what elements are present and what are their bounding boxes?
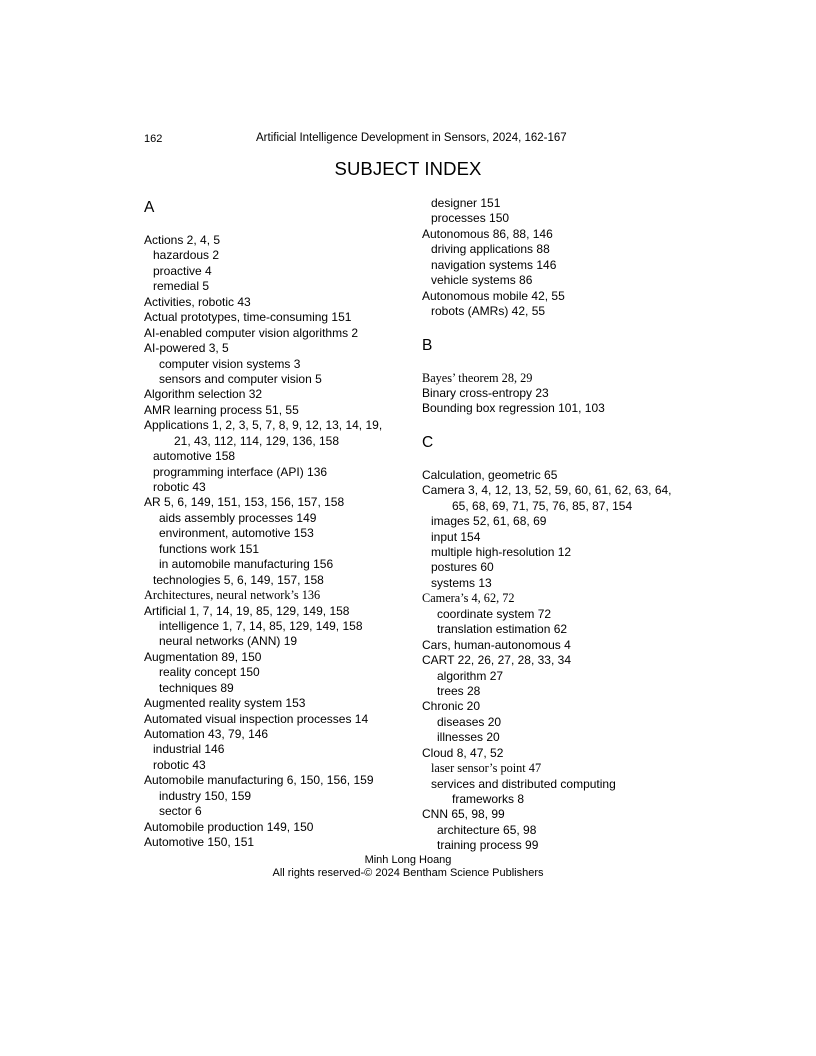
index-subentry: industry 150, 159 (159, 788, 252, 803)
index-entry: Chronic 20 (422, 699, 481, 714)
index-subentry: neural networks (ANN) 19 (159, 634, 298, 649)
section-gap (422, 417, 702, 431)
index-entry: Camera’s 4, 62, 72 (422, 591, 515, 606)
index-subentry: algorithm 27 (437, 668, 504, 683)
index-subentry: automotive 158 (153, 449, 236, 464)
index-subentry: 21, 43, 112, 114, 129, 136, 158 (174, 433, 340, 448)
index-entry: Automobile production 149, 150 (144, 819, 314, 834)
index-entry: Augmented reality system 153 (144, 696, 306, 711)
section-gap (422, 320, 702, 334)
index-entry: Actions 2, 4, 5 (144, 233, 221, 247)
index-subentry: proactive 4 (153, 263, 212, 278)
index-subentry: navigation systems 146 (431, 257, 557, 272)
index-column-left (144, 196, 404, 851)
index-entry: Activities, robotic 43 (144, 294, 251, 309)
index-entry: Automobile manufacturing 6, 150, 156, 159 (144, 773, 374, 788)
index-entry: Architectures, neural network’s 136 (144, 588, 321, 603)
index-entry: Augmentation 89, 150 (144, 649, 262, 664)
index-subentry: programming interface (API) 136 (153, 464, 328, 479)
index-entry: CNN 65, 98, 99 (422, 807, 505, 822)
index-subentry: in automobile manufacturing 156 (159, 557, 334, 572)
index-subentry: services and distributed computing (431, 776, 616, 791)
index-column-right (422, 196, 702, 854)
index-entry: Autonomous 86, 88, 146 (422, 226, 553, 241)
index-entry: Camera 3, 4, 12, 13, 52, 59, 60, 61, 62, 63, 64, (422, 483, 672, 498)
footer-author: Minh Long Hoang (364, 854, 452, 866)
index-subentry: technologies 5, 6, 149, 157, 158 (153, 572, 324, 587)
page-title: SUBJECT INDEX (334, 158, 482, 179)
index-entry: AMR learning process 51, 55 (144, 402, 299, 417)
index-subentry: images 52, 61, 68, 69 (431, 514, 547, 529)
index-subentry: systems 13 (431, 575, 492, 590)
index-subentry: remedial 5 (153, 279, 210, 294)
index-subentry: laser sensor’s point 47 (431, 761, 542, 776)
index-entry: Autonomous mobile 42, 55 (422, 288, 565, 303)
index-entry: Automotive 150, 151 (144, 835, 255, 850)
index-subentry: environment, automotive 153 (159, 526, 314, 541)
index-entry: Bayes’ theorem 28, 29 (422, 370, 533, 385)
index-subentry: hazardous 2 (153, 248, 220, 263)
index-entry: Algorithm selection 32 (144, 387, 263, 402)
index-subentry: robotic 43 (153, 757, 206, 772)
index-entry: AI-powered 3, 5 (144, 341, 229, 356)
index-subentry: architecture 65, 98 (437, 822, 537, 837)
running-head: Artificial Intelligence Development in Sensors, 2024, 162-167 (256, 132, 567, 144)
index-subentry: trees 28 (437, 683, 481, 698)
index-subentry: 65, 68, 69, 71, 75, 76, 85, 87, 154 (452, 498, 633, 513)
index-subentry: illnesses 20 (437, 730, 500, 745)
index-subentry: input 154 (431, 529, 481, 544)
index-subentry: techniques 89 (159, 680, 234, 695)
index-subentry: multiple high-resolution 12 (431, 545, 572, 559)
index-subentry: vehicle systems 86 (431, 273, 533, 288)
index-subentry: postures 60 (431, 560, 494, 575)
index-subentry: aids assembly processes 149 (159, 510, 317, 525)
index-entry: Cloud 8, 47, 52 (422, 745, 504, 760)
page-number: 162 (144, 133, 163, 145)
index-subentry: training process 99 (437, 838, 539, 853)
index-entry: Bounding box regression 101, 103 (422, 401, 605, 416)
index-subentry: diseases 20 (437, 714, 502, 729)
index-subentry: computer vision systems 3 (159, 356, 301, 371)
index-subentry: intelligence 1, 7, 14, 85, 129, 149, 158 (159, 618, 363, 633)
index-subentry: reality concept 150 (159, 665, 260, 680)
index-entry: Automated visual inspection processes 14 (144, 711, 369, 726)
section-letter: A (144, 199, 155, 216)
index-entry: Actual prototypes, time-consuming 151 (144, 310, 352, 325)
footer-copyright: All rights reserved-© 2024 Bentham Science Publishers (272, 867, 544, 879)
index-subentry: sector 6 (159, 804, 202, 819)
index-subentry: driving applications 88 (431, 242, 550, 257)
index-subentry: robotic 43 (153, 480, 206, 494)
index-entry: CART 22, 26, 27, 28, 33, 34 (422, 653, 571, 668)
index-subentry: frameworks 8 (452, 792, 525, 806)
index-subentry: designer 151 (431, 196, 501, 210)
index-subentry: sensors and computer vision 5 (159, 371, 322, 386)
index-entry: AI-enabled computer vision algorithms 2 (144, 325, 359, 340)
index-subentry: functions work 151 (159, 541, 260, 556)
index-entry: AR 5, 6, 149, 151, 153, 156, 157, 158 (144, 495, 345, 510)
index-subentry: industrial 146 (153, 742, 225, 757)
index-subentry: robots (AMRs) 42, 55 (431, 304, 546, 319)
index-subentry: processes 150 (431, 211, 510, 226)
index-entry: Automation 43, 79, 146 (144, 727, 269, 741)
index-entry: Cars, human-autonomous 4 (422, 637, 571, 652)
index-entry: Binary cross-entropy 23 (422, 385, 549, 400)
section-letter: C (422, 433, 434, 451)
index-entry: Artificial 1, 7, 14, 19, 85, 129, 149, 158 (144, 603, 350, 618)
section-letter: B (422, 336, 433, 354)
index-subentry: translation estimation 62 (437, 622, 568, 637)
index-entry: Applications 1, 2, 3, 5, 7, 8, 9, 12, 13, 14, 19, (144, 418, 383, 433)
index-subentry: coordinate system 72 (437, 606, 552, 621)
index-entry: Calculation, geometric 65 (422, 467, 558, 482)
